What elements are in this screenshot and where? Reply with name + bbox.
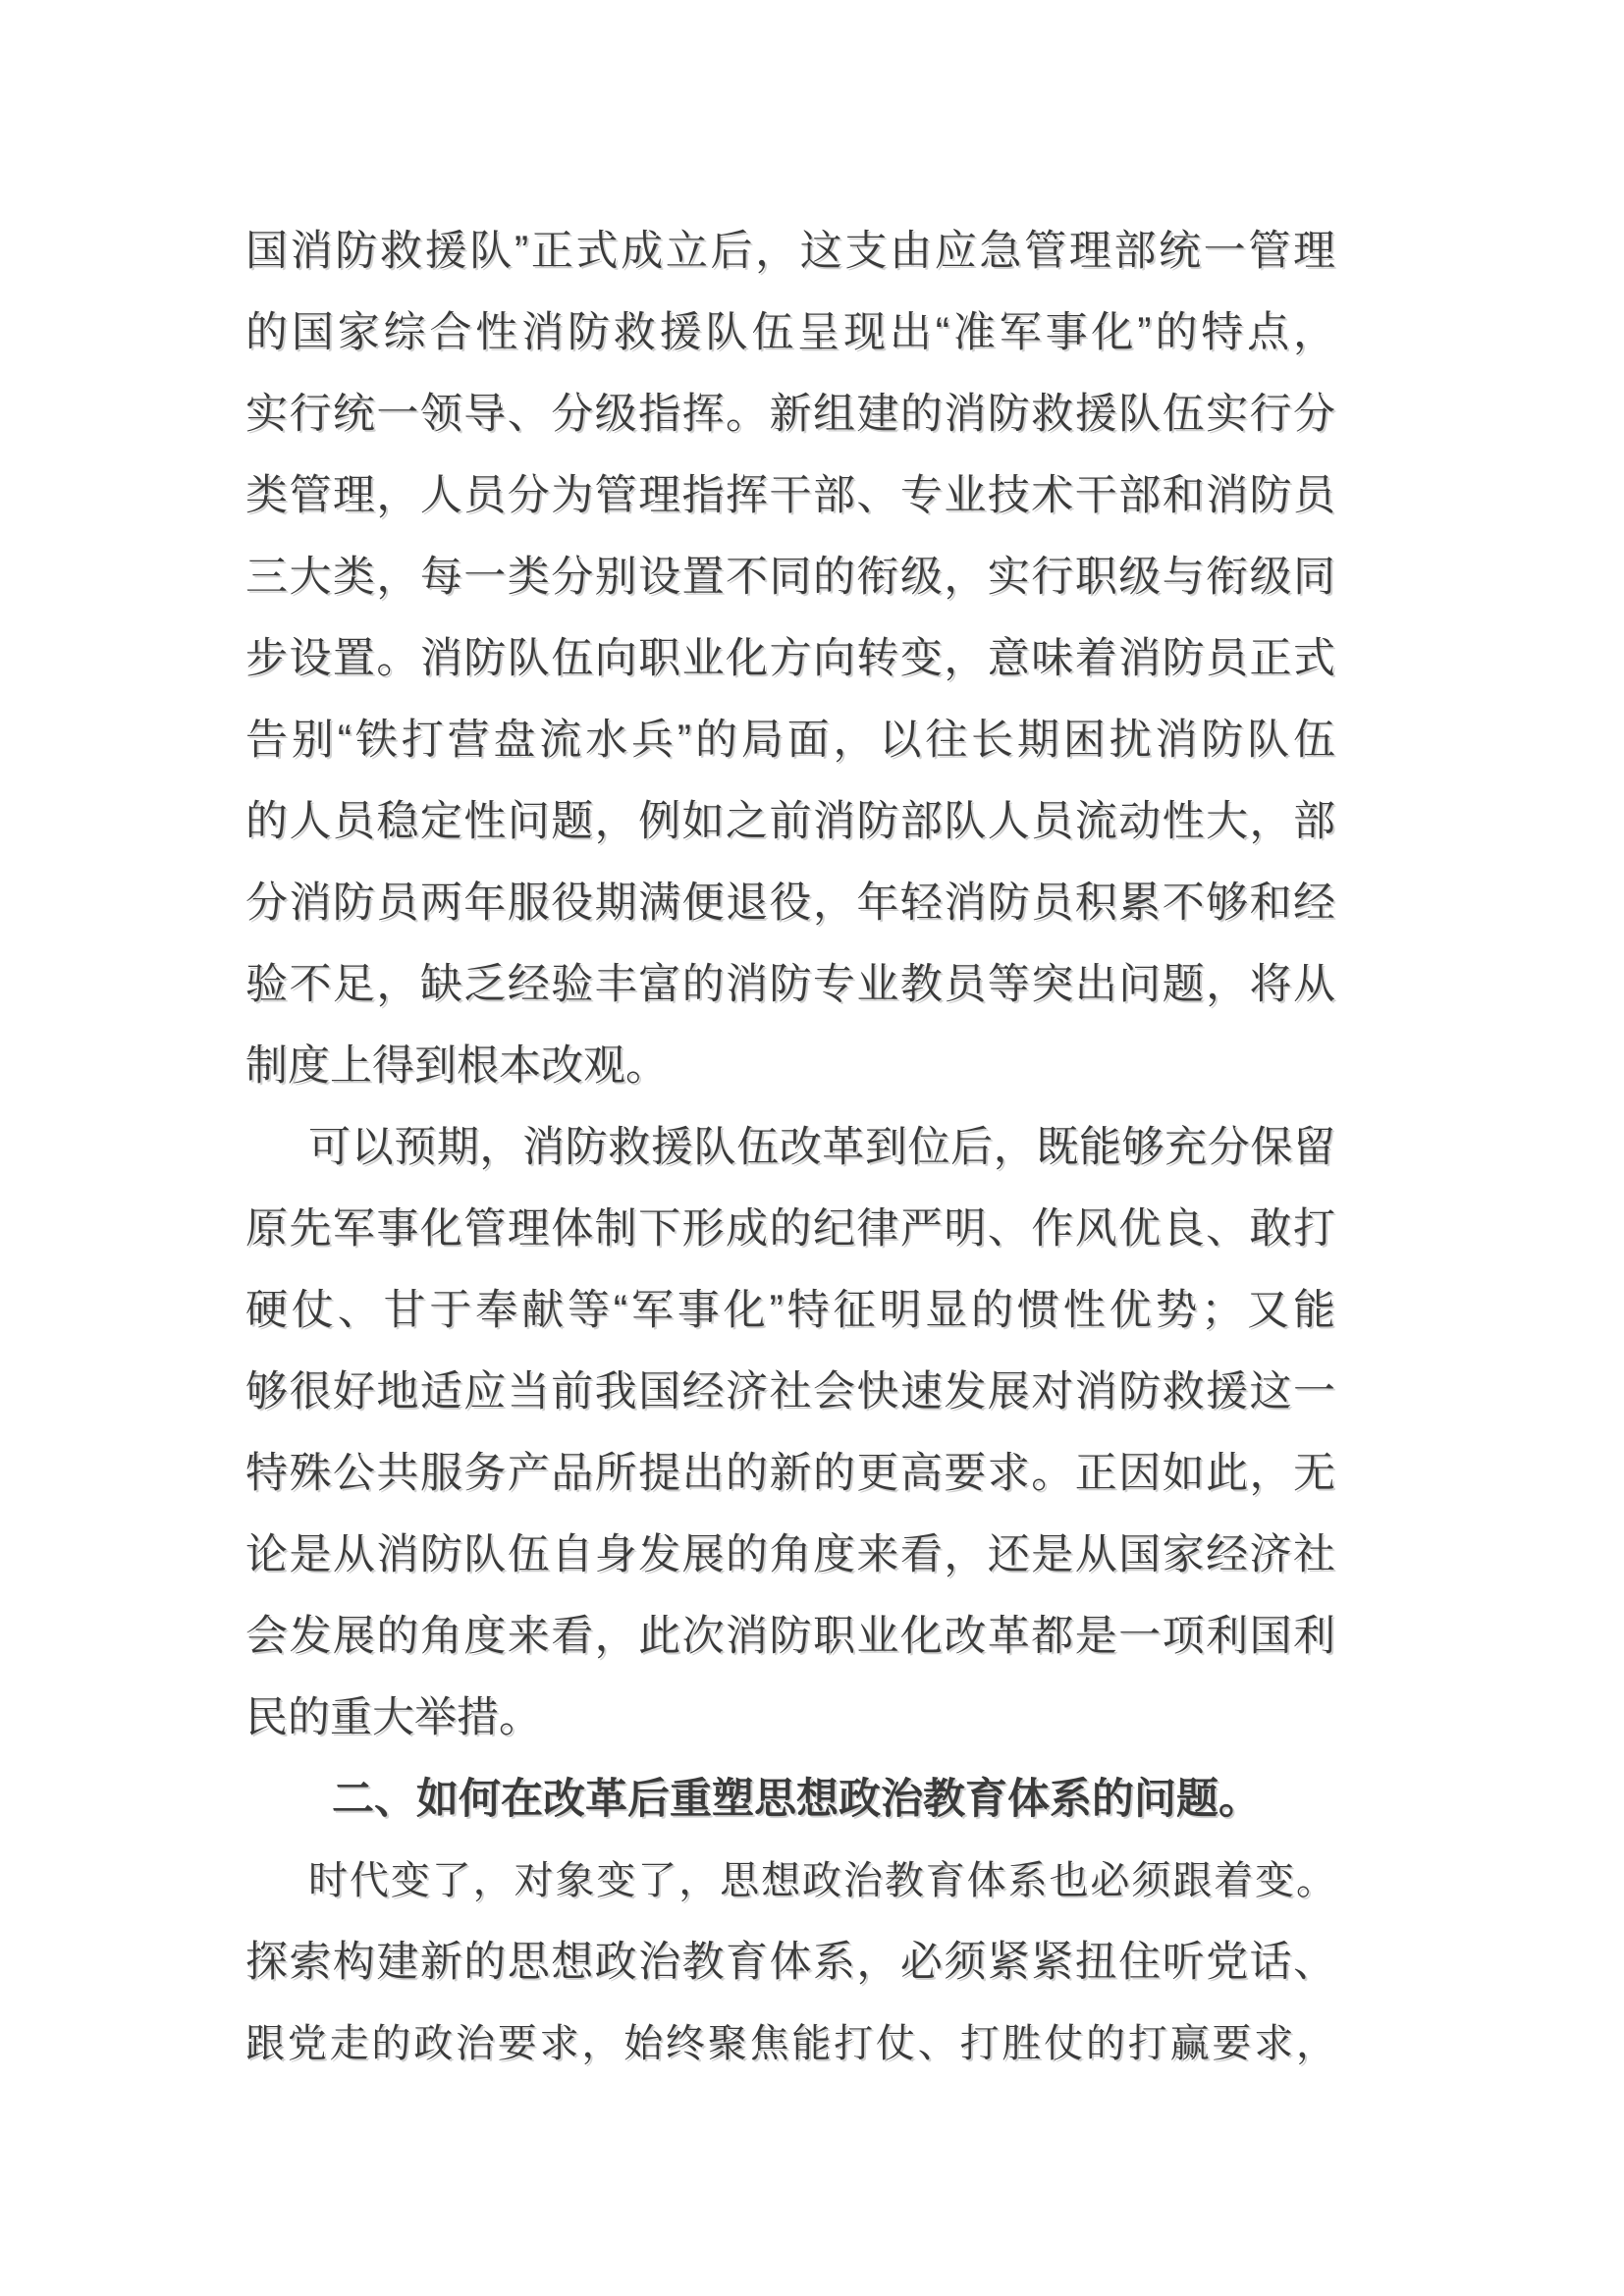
heading-line: 二、如何在改革后重塑思想政治教育体系的问题。 <box>332 1776 1261 1823</box>
text-line: 国消防救援队”正式成立后，这支由应急管理部统一管理 <box>245 228 1335 275</box>
text-line: 够很好地适应当前我国经济社会快速发展对消防救援这一 <box>245 1368 1335 1415</box>
text-line: 制度上得到根本改观。 <box>245 1042 668 1090</box>
text-line: 的国家综合性消防救援队伍呈现出“准军事化”的特点， <box>245 309 1335 356</box>
text-line: 原先军事化管理体制下形成的纪律严明、作风优良、敢打 <box>245 1205 1335 1253</box>
text-line: 的人员稳定性问题，例如之前消防部队人员流动性大，部 <box>245 798 1335 845</box>
text-line: 三大类，每一类分别设置不同的衔级，实行职级与衔级同 <box>245 554 1335 601</box>
text-line: 分消防员两年服役期满便退役，年轻消防员积累不够和经 <box>245 880 1335 927</box>
text-line: 类管理，人员分为管理指挥干部、专业技术干部和消防员 <box>245 472 1335 519</box>
text-line: 时代变了，对象变了，思想政治教育体系也必须跟着变。 <box>308 1859 1335 1902</box>
text-line: 民的重大举措。 <box>245 1694 541 1741</box>
text-line: 步设置。消防队伍向职业化方向转变，意味着消防员正式 <box>245 635 1335 682</box>
text-line: 探索构建新的思想政治教育体系，必须紧紧扭住听党话、 <box>245 1939 1335 1986</box>
text-line: 实行统一领导、分级指挥。新组建的消防救援队伍实行分 <box>245 391 1335 438</box>
text-line: 特殊公共服务产品所提出的新的更高要求。正因如此，无 <box>245 1450 1335 1497</box>
text-line: 会发展的角度来看，此次消防职业化改革都是一项利国利 <box>245 1613 1335 1660</box>
text-line: 硬仗、甘于奉献等“军事化”特征明显的惯性优势；又能 <box>245 1287 1335 1334</box>
text-line: 验不足，缺乏经验丰富的消防专业教员等突出问题，将从 <box>245 961 1335 1008</box>
text-line: 可以预期，消防救援队伍改革到位后，既能够充分保留 <box>308 1124 1335 1171</box>
text-line: 论是从消防队伍自身发展的角度来看，还是从国家经济社 <box>245 1531 1335 1578</box>
document-body <box>245 211 1335 2085</box>
text-line: 告别“铁打营盘流水兵”的局面，以往长期困扰消防队伍 <box>245 717 1335 764</box>
text-line: 跟党走的政治要求，始终聚焦能打仗、打胜仗的打赢要求， <box>245 2022 1335 2065</box>
